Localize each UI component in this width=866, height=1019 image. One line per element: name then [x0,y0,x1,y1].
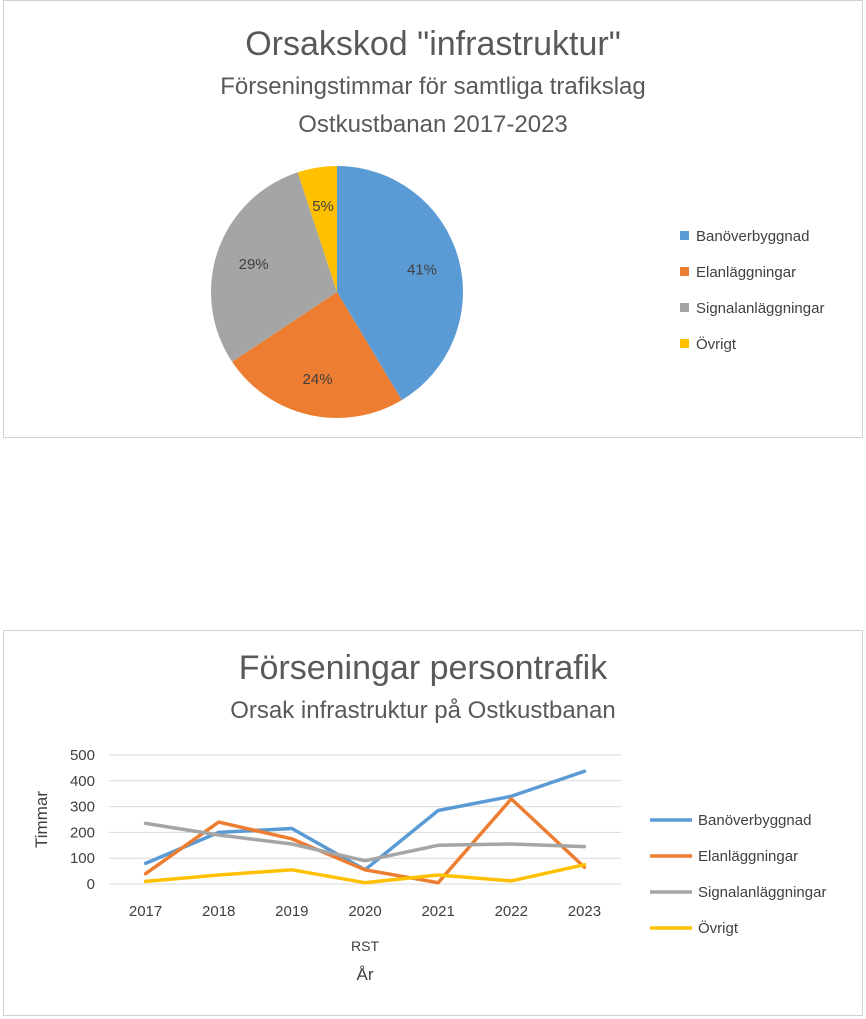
y-tick-label: 400 [69,772,95,790]
legend-label-signalanlaggningar: Signalanläggningar [698,884,827,901]
y-tick-label: 200 [69,824,95,842]
legend-swatch-ovrigt [680,339,689,348]
x-tick-label: 2017 [128,903,163,920]
y-tick-label: 300 [69,798,95,816]
x-tick-label: 2020 [348,903,382,920]
legend-label-elanlaggningar: Elanläggningar [696,264,797,281]
pie-chart-title: Orsakskod "infrastruktur" [245,25,621,63]
pie-data-label: 5% [312,197,334,215]
legend-label-signalanlaggningar: Signalanläggningar [696,300,825,317]
series-line-elanlaggningar [146,799,585,883]
x-tick-label: 2019 [275,903,309,920]
x-axis-subtitle: RST [351,938,379,954]
line-chart-subtitle: Orsak infrastruktur på Ostkustbanan [230,697,616,724]
pie-data-label: 41% [406,261,438,279]
pie-chart-subtitle-2: Ostkustbanan 2017-2023 [298,111,568,138]
series-line-banoverbyggnad [146,771,585,870]
x-tick-label: 2023 [567,903,602,920]
y-axis-title: Timmar [32,791,51,848]
x-axis-title: År [356,965,374,984]
series-line-ovrigt [146,865,585,883]
pie-chart-svg [4,1,862,437]
line-chart-title: Förseningar persontrafik [238,649,608,687]
legend-label-banoverbyggnad: Banöverbyggnad [696,228,810,245]
legend-label-ovrigt: Övrigt [698,920,739,937]
legend-label-ovrigt: Övrigt [696,336,737,353]
legend-swatch-signalanlaggningar [680,303,689,312]
line-chart-svg [4,631,862,1015]
x-tick-label: 2021 [421,903,455,920]
pie-data-label: 24% [302,371,333,389]
y-tick-label: 500 [69,747,95,764]
legend-swatch-banoverbyggnad [680,231,689,240]
y-tick-label: 100 [69,850,95,868]
pie-chart-container [3,0,863,438]
legend-label-banoverbyggnad: Banöverbyggnad [698,812,812,829]
y-tick-label: 0 [86,876,95,893]
pie-chart-subtitle-1: Förseningstimmar för samtliga trafikslag [220,73,646,100]
line-chart-container [3,630,863,1016]
pie-data-label: 29% [238,256,269,274]
legend-label-elanlaggningar: Elanläggningar [698,848,799,865]
x-tick-label: 2022 [494,903,528,920]
x-tick-label: 2018 [202,903,236,920]
legend-swatch-elanlaggningar [680,267,689,276]
